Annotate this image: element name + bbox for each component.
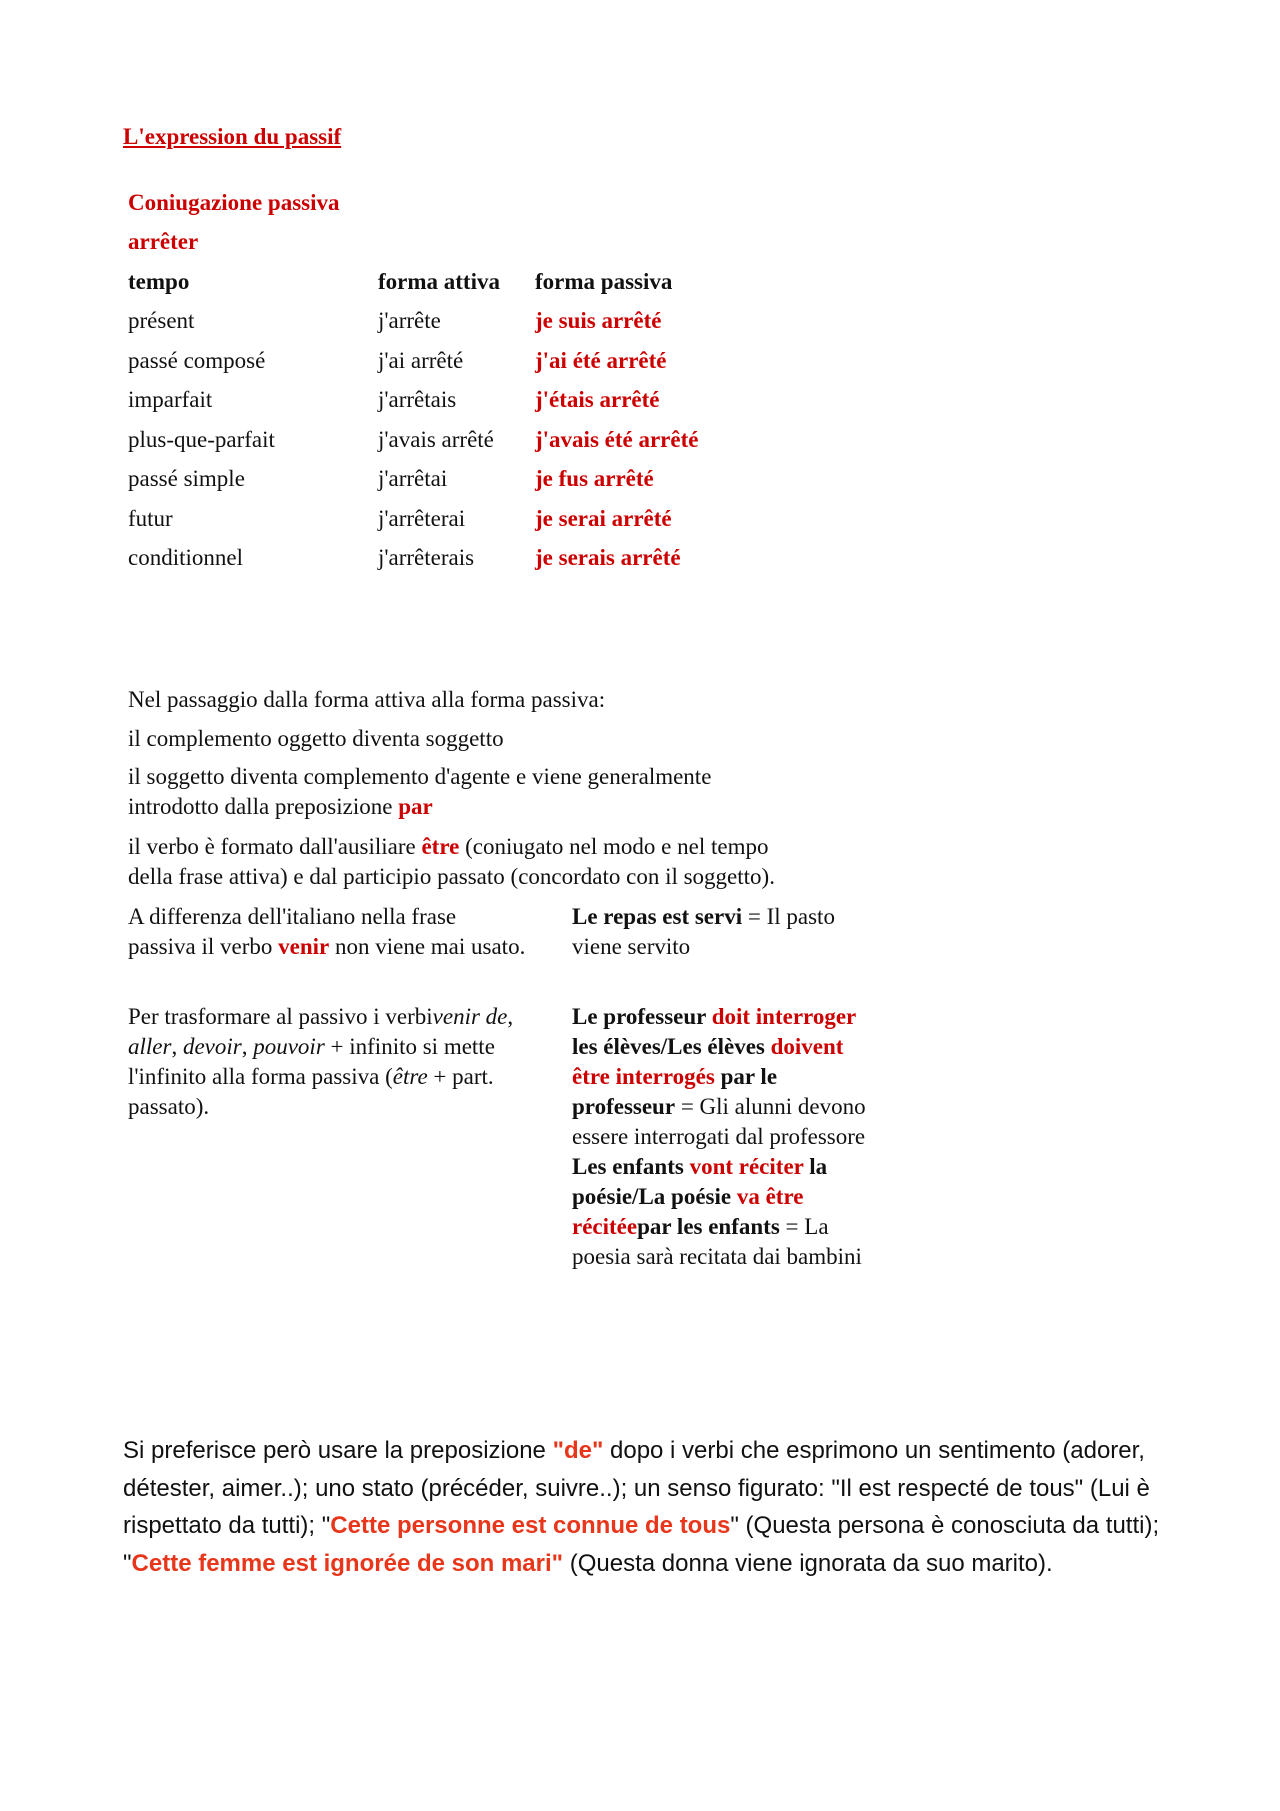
row-tense: futur: [128, 506, 173, 531]
row-tense: passé simple: [128, 466, 245, 491]
keyword-de: "de": [552, 1437, 604, 1464]
example-verb: va être récitée: [572, 1184, 804, 1239]
verb-devoir: devoir: [182, 1034, 242, 1059]
header-forma-passiva: forma passiva: [535, 269, 673, 294]
row-passive: je suis arrêté: [535, 308, 662, 333]
rule-agente-text: introdotto dalla preposizione: [128, 794, 399, 819]
separator: ,: [507, 1004, 514, 1029]
row-tense: imparfait: [128, 387, 213, 412]
row-active: j'arrêtai: [378, 466, 448, 491]
row-passive: je serai arrêté: [535, 506, 672, 531]
example-french: Le repas est servi: [572, 904, 743, 929]
example-verb: doivent être interrogés: [572, 1034, 844, 1089]
row-active: j'arrêterai: [378, 506, 466, 531]
example-verb: vont réciter: [689, 1154, 804, 1179]
venir-note-part: A differenza dell'italiano nella frase passiva il verbo: [128, 904, 457, 959]
final-text: " (Questa persona è conosciuta da tutti); ": [123, 1512, 1160, 1577]
example-1: [572, 1002, 872, 1152]
rule-verbo-text: della frase attiva) e dal participio passato (concordato con il soggetto).: [128, 864, 775, 889]
example-verb: doit interroger: [711, 1004, 856, 1029]
row-tense: passé composé: [128, 348, 266, 373]
modal-note-part: + part. passato).: [128, 1064, 494, 1119]
separator: ,: [241, 1034, 254, 1059]
example-part: par le professeur: [572, 1064, 778, 1119]
modal-note-text: [128, 1002, 558, 1122]
row-active: j'arrêtais: [378, 387, 457, 412]
rule-agente: [128, 762, 711, 822]
row-passive: j'étais arrêté: [535, 387, 660, 412]
header-forma-attiva: forma attiva: [378, 269, 500, 294]
example-2: [572, 1152, 872, 1272]
keyword-etre: être: [421, 834, 460, 859]
formula-etre: être: [392, 1064, 428, 1089]
header-tempo: tempo: [128, 269, 190, 294]
row-passive: j'avais été arrêté: [535, 427, 699, 452]
row-tense: présent: [128, 308, 195, 333]
modal-examples: [572, 1002, 872, 1272]
row-tense: conditionnel: [128, 545, 243, 570]
rule-verbo-text: il verbo è formato dall'ausiliare: [128, 834, 422, 859]
final-paragraph: [123, 1432, 1183, 1582]
row-passive: je fus arrêté: [535, 466, 654, 491]
row-active: j'ai arrêté: [378, 348, 464, 373]
row-passive: j'ai été arrêté: [535, 348, 667, 373]
verb-pouvoir: pouvoir: [253, 1034, 325, 1059]
separator: ,: [171, 1034, 183, 1059]
rule-agente-text: il soggetto diventa complemento d'agente e viene generalmente: [128, 764, 712, 789]
venir-note-text: [128, 902, 528, 962]
keyword-venir: venir: [278, 934, 330, 959]
rule-verbo: [128, 832, 775, 892]
example-translation: = La poesia sarà recitata dai bambini: [572, 1214, 862, 1269]
table-verb: arrêter: [128, 229, 199, 254]
venir-note-part: non viene mai usato.: [329, 934, 526, 959]
rules-intro: Nel passaggio dalla forma attiva alla forma passiva:: [128, 687, 606, 712]
example-part: Les enfants: [572, 1154, 690, 1179]
example-part: Le professeur: [572, 1004, 712, 1029]
verb-aller: aller: [128, 1034, 172, 1059]
rule-verbo-text: (coniugato nel modo e nel tempo: [459, 834, 769, 859]
row-passive: je serais arrêté: [535, 545, 681, 570]
modal-note-part: Per trasformare al passivo i verbi: [128, 1004, 433, 1029]
table-caption: Coniugazione passiva: [128, 190, 340, 215]
modal-note-part: + infinito si mette l'infinito alla forma passiva (: [128, 1034, 495, 1089]
row-active: j'arrête: [378, 308, 441, 333]
example-part: la poésie/La poésie: [572, 1154, 828, 1209]
verb-venir-de: venir de: [432, 1004, 508, 1029]
final-text: dopo i verbi che esprimono un sentimento (adorer, détester, aimer..); uno stato (précéder, suivre..); un senso figurato: "Il est respecté de tous" (Lui è rispettato da tutti); ": [123, 1437, 1150, 1539]
final-text: Si preferisce però usare la preposizione: [123, 1437, 553, 1464]
rule-oggetto: il complemento oggetto diventa soggetto: [128, 726, 504, 751]
keyword-par: par: [398, 794, 433, 819]
row-tense: plus-que-parfait: [128, 427, 275, 452]
example-connue: Cette personne est connue de tous: [330, 1512, 731, 1539]
example-ignoree: Cette femme est ignorée de son mari": [131, 1549, 564, 1577]
example-part: les élèves/Les élèves: [572, 1034, 771, 1059]
venir-example: [572, 902, 842, 962]
final-text: (Questa donna viene ignorata da suo marito).: [563, 1549, 1053, 1577]
example-part: par les enfants: [637, 1214, 780, 1239]
row-active: j'arrêterais: [378, 545, 475, 570]
example-translation: = Gli alunni devono essere interrogati dal professore: [572, 1094, 866, 1149]
page-title: L'expression du passif: [123, 124, 342, 149]
example-italian: = Il pasto viene servito: [572, 904, 835, 959]
row-active: j'avais arrêté: [378, 427, 494, 452]
